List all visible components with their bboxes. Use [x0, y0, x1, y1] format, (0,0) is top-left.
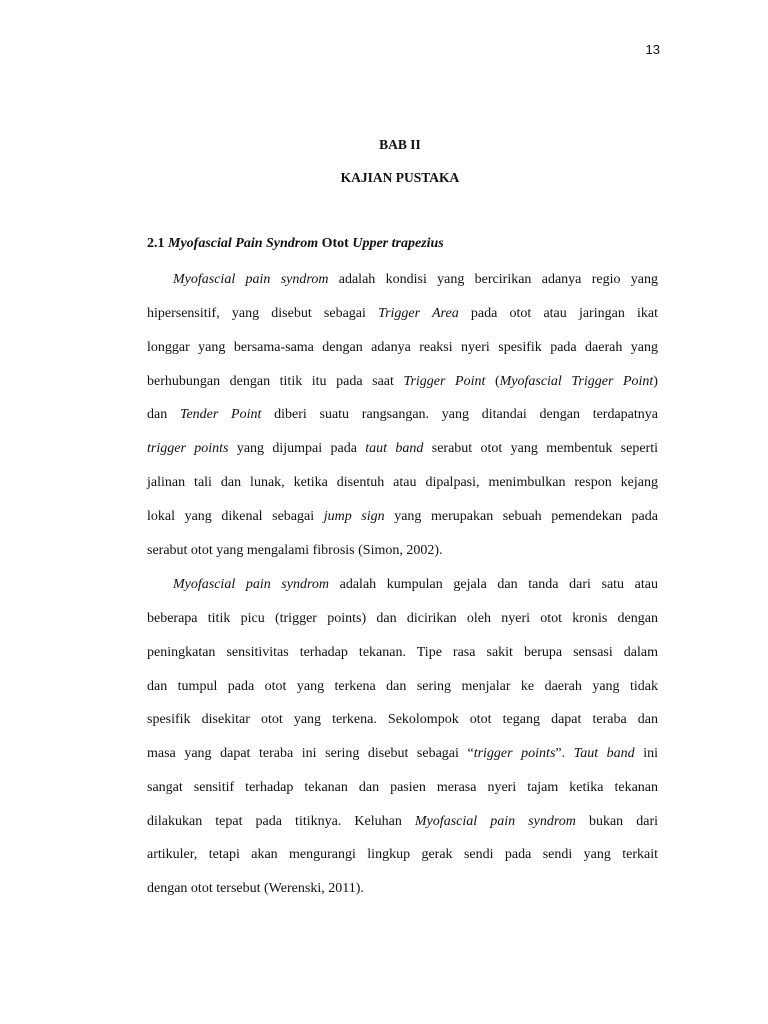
- text-run: ): [653, 374, 658, 389]
- text-run: beberapa titik picu (trigger points) dan dicirikan oleh nyeri otot kronis dengan: [147, 611, 658, 626]
- italic-term: Myofascial pain syndrom: [173, 272, 329, 287]
- text-run: (: [485, 374, 500, 389]
- text-run: berhubungan dengan titik itu pada saat: [147, 374, 404, 389]
- page-number: 13: [645, 42, 660, 57]
- text-line: [147, 610, 658, 628]
- text-run: yang dijumpai pada: [228, 441, 366, 456]
- text-line: [147, 508, 658, 526]
- text-run: adalah kondisi yang bercirikan adanya regio yang: [328, 272, 658, 287]
- text-run: spesifik disekitar otot yang terkena. Sekolompok otot tegang dapat teraba dan: [147, 712, 658, 727]
- italic-term: Taut band: [573, 746, 635, 761]
- text-line: [147, 745, 658, 763]
- italic-term: taut band: [365, 441, 424, 456]
- text-run: jalinan tali dan lunak, ketika disentuh atau dipalpasi, menimbulkan respon kejang: [147, 475, 658, 490]
- italic-term: Myofascial pain syndrom: [173, 577, 330, 592]
- text-run: dan tumpul pada otot yang terkena dan sering menjalar ke daerah yang tidak: [147, 679, 658, 694]
- italic-term: Trigger Point: [403, 374, 486, 389]
- text-line: [147, 779, 658, 797]
- text-run: ini: [634, 746, 659, 761]
- text-run: artikuler, tetapi akan mengurangi lingkup gerak sendi pada sendi yang terkait: [147, 847, 658, 862]
- text-run: sangat sensitif terhadap tekanan dan pasien merasa nyeri tajam ketika tekanan: [147, 780, 658, 795]
- text-line: [147, 813, 658, 831]
- text-line: [147, 846, 658, 864]
- text-run: ”.: [555, 746, 574, 761]
- text-run: adalah kumpulan gejala dan tanda dari satu atau: [329, 577, 658, 592]
- text-run: dengan otot tersebut (Werenski, 2011).: [147, 881, 364, 896]
- text-run: masa yang dapat teraba ini sering disebut sebagai “: [147, 746, 474, 761]
- italic-term: Myofascial Trigger Point: [499, 374, 654, 389]
- text-run: longgar yang bersama-sama dengan adanya reaksi nyeri spesifik pada daerah yang: [147, 340, 658, 355]
- italic-term: jump sign: [323, 509, 385, 524]
- text-line: [147, 644, 658, 662]
- text-run: dan: [147, 407, 180, 422]
- text-line: [147, 678, 658, 696]
- text-line: [147, 406, 658, 424]
- text-line: [147, 440, 658, 458]
- italic-term: trigger points: [147, 441, 229, 456]
- text-run: yang merupakan sebuah pemendekan pada: [384, 509, 658, 524]
- text-line: [147, 373, 658, 391]
- text-run: peningkatan sensitivitas terhadap tekanan. Tipe rasa sakit berupa sensasi dalam: [147, 645, 658, 660]
- text-line: [147, 880, 658, 898]
- chapter-title: KAJIAN PUSTAKA: [340, 170, 460, 185]
- section-heading: [147, 236, 444, 252]
- italic-term: Myofascial pain syndrom: [414, 814, 576, 829]
- chapter-number: BAB II: [379, 137, 421, 152]
- text-run: dilakukan tepat pada titiknya. Keluhan: [147, 814, 415, 829]
- text-line: [147, 711, 658, 729]
- text-run: serabut otot yang membentuk seperti: [423, 441, 658, 456]
- text-run: pada otot atau jaringan ikat: [458, 306, 658, 321]
- text-run: hipersensitif, yang disebut sebagai: [147, 306, 379, 321]
- italic-term: Trigger Area: [378, 306, 459, 321]
- text-run: lokal yang dikenal sebagai: [147, 509, 324, 524]
- section-title-text: Otot: [318, 236, 353, 251]
- italic-term: Tender Point: [179, 407, 262, 422]
- text-run: bukan dari: [575, 814, 659, 829]
- text-run: serabut otot yang mengalami fibrosis (Simon, 2002).: [147, 543, 443, 558]
- text-line: [147, 339, 658, 357]
- text-line: [147, 576, 658, 594]
- section-title-italic-2: Upper trapezius: [352, 236, 444, 251]
- text-run: diberi suatu rangsangan. yang ditandai dengan terdapatnya: [261, 407, 658, 422]
- text-line: [147, 474, 658, 492]
- section-number: 2.1: [147, 236, 165, 251]
- text-line: [147, 305, 658, 323]
- section-title-italic: Myofascial Pain Syndrom: [168, 236, 319, 251]
- text-line: [147, 271, 658, 289]
- text-line: [147, 542, 658, 560]
- italic-term: trigger points: [473, 746, 556, 761]
